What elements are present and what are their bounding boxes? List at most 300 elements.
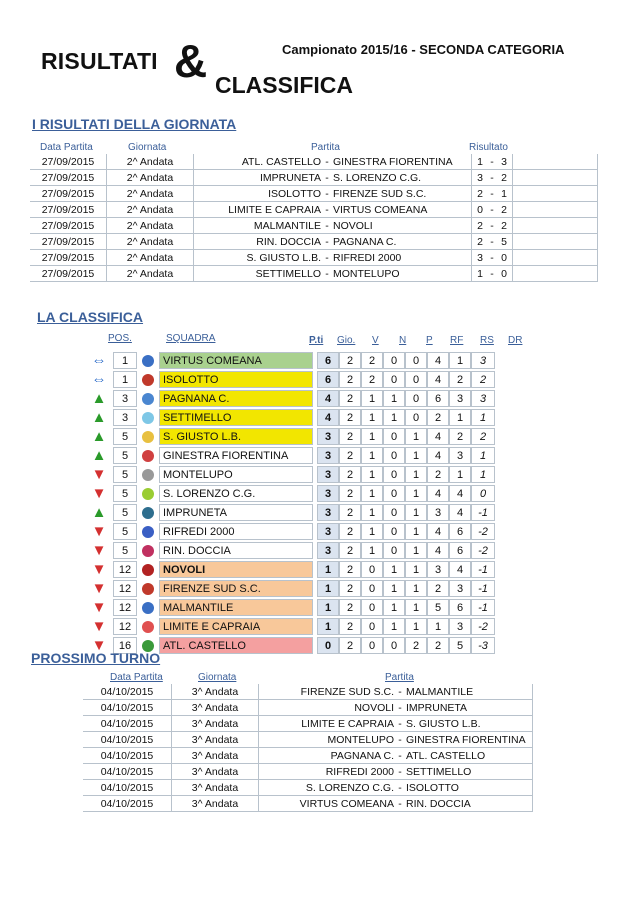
away-goals: 5 [496, 234, 513, 250]
result-row [30, 234, 598, 250]
match-round: 2^ Andata [107, 218, 194, 234]
empty-cell [513, 170, 598, 186]
team-position: 12 [113, 561, 137, 578]
arrow-down-icon: ▼ [91, 637, 107, 654]
away-team: RIFREDI 2000 [331, 250, 472, 266]
team-logo-icon [137, 485, 159, 502]
games-played: 2 [339, 561, 361, 578]
games-lost: 0 [405, 371, 427, 388]
games-drawn: 0 [383, 504, 405, 521]
next-section-title: PROSSIMO TURNO [31, 650, 161, 666]
standings-row [85, 542, 495, 559]
empty-cell [513, 218, 598, 234]
away-team: S. GIUSTO L.B. [404, 716, 533, 732]
team-points: 4 [317, 390, 339, 407]
match-separator: - [396, 700, 404, 716]
games-won: 0 [361, 618, 383, 635]
score-separator: - [488, 186, 496, 202]
team-position: 5 [113, 504, 137, 521]
title-classifica: CLASSIFICA [215, 72, 353, 98]
away-team: RIN. DOCCIA [404, 796, 533, 812]
goals-against: 1 [449, 466, 471, 483]
goals-for: 4 [427, 371, 449, 388]
games-played: 2 [339, 447, 361, 464]
match-round: 2^ Andata [107, 250, 194, 266]
arrow-up-icon: ▲ [91, 428, 107, 445]
match-separator: - [323, 234, 331, 250]
team-points: 3 [317, 542, 339, 559]
match-separator: - [323, 154, 331, 170]
standings-row [85, 580, 495, 597]
standings-row [85, 447, 495, 464]
goal-difference: 1 [471, 409, 495, 426]
arrow-down-icon: ▼ [91, 580, 107, 597]
goal-difference: -1 [471, 599, 495, 616]
header-date: Data Partita [110, 672, 163, 683]
games-won: 1 [361, 390, 383, 407]
match-round: 2^ Andata [107, 154, 194, 170]
empty-cell [513, 234, 598, 250]
trend-down-icon [85, 618, 113, 635]
goal-difference: 0 [471, 485, 495, 502]
standings-row [85, 466, 495, 483]
empty-cell [513, 266, 598, 282]
home-team: S. GIUSTO L.B. [194, 250, 324, 266]
games-played: 2 [339, 504, 361, 521]
team-points: 6 [317, 371, 339, 388]
goals-against: 4 [449, 504, 471, 521]
games-played: 2 [339, 409, 361, 426]
games-drawn: 0 [383, 485, 405, 502]
match-round: 3^ Andata [172, 748, 259, 764]
games-won: 1 [361, 428, 383, 445]
match-date: 27/09/2015 [30, 170, 107, 186]
team-logo-icon [137, 580, 159, 597]
result-row [30, 154, 598, 170]
trend-up-icon [85, 504, 113, 521]
team-crest-icon [142, 545, 154, 557]
result-row [30, 250, 598, 266]
goal-difference: -1 [471, 561, 495, 578]
team-name: S. GIUSTO L.B. [159, 428, 313, 445]
team-position: 1 [113, 371, 137, 388]
team-logo-icon [137, 523, 159, 540]
games-drawn: 0 [383, 352, 405, 369]
goals-for: 4 [427, 447, 449, 464]
team-name: NOVOLI [159, 561, 313, 578]
team-logo-icon [137, 390, 159, 407]
goals-against: 6 [449, 599, 471, 616]
team-crest-icon [142, 526, 154, 538]
away-goals: 3 [496, 154, 513, 170]
trend-same-icon [85, 352, 113, 369]
header-round: Giornata [198, 672, 237, 683]
result-row [30, 266, 598, 282]
home-goals: 1 [472, 266, 489, 282]
goal-difference: 3 [471, 390, 495, 407]
team-name: MALMANTILE [159, 599, 313, 616]
team-logo-icon [137, 599, 159, 616]
team-logo-icon [137, 561, 159, 578]
team-name: RIFREDI 2000 [159, 523, 313, 540]
team-crest-icon [142, 374, 154, 386]
team-crest-icon [142, 507, 154, 519]
games-won: 2 [361, 371, 383, 388]
team-points: 1 [317, 618, 339, 635]
team-crest-icon [142, 488, 154, 500]
match-date: 04/10/2015 [83, 764, 172, 780]
goals-against: 5 [449, 637, 471, 654]
home-goals: 3 [472, 250, 489, 266]
team-logo-icon [137, 352, 159, 369]
standings-table [85, 350, 495, 656]
standings-row [85, 428, 495, 445]
games-played: 2 [339, 637, 361, 654]
team-points: 4 [317, 409, 339, 426]
games-played: 2 [339, 542, 361, 559]
games-drawn: 0 [383, 466, 405, 483]
match-round: 3^ Andata [172, 780, 259, 796]
match-round: 2^ Andata [107, 266, 194, 282]
team-name: GINESTRA FIORENTINA [159, 447, 313, 464]
away-team: MONTELUPO [331, 266, 472, 282]
title-ampersand: & [174, 35, 208, 87]
games-won: 0 [361, 637, 383, 654]
games-lost: 1 [405, 561, 427, 578]
championship-label: Campionato 2015/16 - SECONDA CATEGORIA [282, 42, 565, 57]
team-name: ATL. CASTELLO [159, 637, 313, 654]
games-drawn: 0 [383, 523, 405, 540]
arrow-up-icon: ▲ [91, 409, 107, 426]
empty-cell [513, 202, 598, 218]
goals-for: 2 [427, 580, 449, 597]
goal-difference: 1 [471, 447, 495, 464]
header-result: Risultato [469, 142, 508, 153]
team-position: 3 [113, 390, 137, 407]
team-logo-icon [137, 371, 159, 388]
away-goals: 1 [496, 186, 513, 202]
team-name: FIRENZE SUD S.C. [159, 580, 313, 597]
home-goals: 2 [472, 218, 489, 234]
games-won: 1 [361, 542, 383, 559]
arrow-up-icon: ▲ [91, 504, 107, 521]
games-won: 1 [361, 485, 383, 502]
trend-down-icon [85, 599, 113, 616]
trend-up-icon [85, 428, 113, 445]
goals-for: 3 [427, 504, 449, 521]
games-lost: 1 [405, 523, 427, 540]
header-ga: RS [480, 335, 494, 346]
result-row [30, 170, 598, 186]
home-team: VIRTUS COMEANA [259, 796, 397, 812]
games-drawn: 0 [383, 371, 405, 388]
games-played: 2 [339, 580, 361, 597]
trend-up-icon [85, 409, 113, 426]
goals-against: 1 [449, 409, 471, 426]
team-position: 1 [113, 352, 137, 369]
empty-cell [513, 186, 598, 202]
match-separator: - [396, 748, 404, 764]
team-points: 1 [317, 580, 339, 597]
arrow-down-icon: ▼ [91, 599, 107, 616]
trend-down-icon [85, 580, 113, 597]
team-logo-icon [137, 447, 159, 464]
away-goals: 2 [496, 170, 513, 186]
games-won: 1 [361, 466, 383, 483]
goal-difference: 2 [471, 428, 495, 445]
team-crest-icon [142, 621, 154, 633]
standings-section-title: LA CLASSIFICA [37, 309, 144, 325]
match-date: 04/10/2015 [83, 748, 172, 764]
match-round: 3^ Andata [172, 684, 259, 700]
games-played: 2 [339, 599, 361, 616]
goals-for: 6 [427, 390, 449, 407]
match-separator: - [323, 250, 331, 266]
goal-difference: -2 [471, 542, 495, 559]
fixture-row [83, 684, 533, 700]
games-drawn: 1 [383, 390, 405, 407]
arrow-down-icon: ▼ [91, 523, 107, 540]
games-played: 2 [339, 523, 361, 540]
away-team: MALMANTILE [404, 684, 533, 700]
goals-for: 3 [427, 561, 449, 578]
team-position: 12 [113, 618, 137, 635]
games-drawn: 0 [383, 542, 405, 559]
header-pos: POS. [108, 333, 132, 344]
home-team: IMPRUNETA [194, 170, 324, 186]
games-lost: 0 [405, 390, 427, 407]
standings-row [85, 409, 495, 426]
games-drawn: 1 [383, 580, 405, 597]
team-name: RIN. DOCCIA [159, 542, 313, 559]
header-match: Partita [311, 142, 340, 153]
goals-for: 2 [427, 409, 449, 426]
team-logo-icon [137, 542, 159, 559]
goals-for: 2 [427, 466, 449, 483]
arrow-left-right-icon: ⇔ [91, 371, 107, 388]
games-won: 1 [361, 409, 383, 426]
team-crest-icon [142, 469, 154, 481]
games-won: 0 [361, 561, 383, 578]
games-drawn: 0 [383, 447, 405, 464]
team-position: 5 [113, 447, 137, 464]
games-lost: 1 [405, 542, 427, 559]
trend-same-icon [85, 371, 113, 388]
fixture-row [83, 732, 533, 748]
games-played: 2 [339, 485, 361, 502]
goals-against: 2 [449, 428, 471, 445]
match-date: 27/09/2015 [30, 266, 107, 282]
games-won: 0 [361, 599, 383, 616]
match-round: 2^ Andata [107, 234, 194, 250]
home-team: RIFREDI 2000 [259, 764, 397, 780]
team-crest-icon [142, 412, 154, 424]
goal-difference: -3 [471, 637, 495, 654]
header-team: SQUADRA [166, 333, 216, 344]
away-team: GINESTRA FIORENTINA [331, 154, 472, 170]
games-won: 0 [361, 580, 383, 597]
fixture-row [83, 700, 533, 716]
team-position: 5 [113, 466, 137, 483]
arrow-up-icon: ▲ [91, 390, 107, 407]
match-date: 04/10/2015 [83, 780, 172, 796]
team-points: 3 [317, 428, 339, 445]
match-separator: - [323, 202, 331, 218]
match-date: 27/09/2015 [30, 218, 107, 234]
home-team: ATL. CASTELLO [194, 154, 324, 170]
home-goals: 1 [472, 154, 489, 170]
score-separator: - [488, 234, 496, 250]
empty-cell [513, 250, 598, 266]
goals-for: 1 [427, 618, 449, 635]
header-lost: P [426, 335, 433, 346]
match-date: 27/09/2015 [30, 250, 107, 266]
team-crest-icon [142, 431, 154, 443]
games-won: 1 [361, 447, 383, 464]
games-played: 2 [339, 390, 361, 407]
home-team: S. LORENZO C.G. [259, 780, 397, 796]
home-team: RIN. DOCCIA [194, 234, 324, 250]
goal-difference: 2 [471, 371, 495, 388]
arrow-down-icon: ▼ [91, 542, 107, 559]
match-date: 04/10/2015 [83, 796, 172, 812]
games-drawn: 0 [383, 428, 405, 445]
header-date: Data Partita [40, 142, 93, 153]
match-separator: - [323, 266, 331, 282]
team-position: 12 [113, 599, 137, 616]
match-date: 27/09/2015 [30, 186, 107, 202]
games-won: 1 [361, 523, 383, 540]
home-team: LIMITE E CAPRAIA [259, 716, 397, 732]
team-name: SETTIMELLO [159, 409, 313, 426]
team-logo-icon [137, 466, 159, 483]
match-separator: - [396, 764, 404, 780]
home-team: ISOLOTTO [194, 186, 324, 202]
goals-against: 1 [449, 352, 471, 369]
arrow-down-icon: ▼ [91, 466, 107, 483]
match-round: 3^ Andata [172, 764, 259, 780]
goals-for: 2 [427, 637, 449, 654]
goals-against: 6 [449, 523, 471, 540]
team-name: VIRTUS COMEANA [159, 352, 313, 369]
match-date: 27/09/2015 [30, 154, 107, 170]
home-team: MONTELUPO [259, 732, 397, 748]
empty-cell [513, 154, 598, 170]
games-lost: 1 [405, 428, 427, 445]
team-crest-icon [142, 564, 154, 576]
games-played: 2 [339, 371, 361, 388]
home-team: NOVOLI [259, 700, 397, 716]
match-separator: - [396, 716, 404, 732]
score-separator: - [488, 154, 496, 170]
goals-for: 4 [427, 523, 449, 540]
team-position: 5 [113, 485, 137, 502]
team-name: S. LORENZO C.G. [159, 485, 313, 502]
match-date: 27/09/2015 [30, 202, 107, 218]
away-team: S. LORENZO C.G. [331, 170, 472, 186]
games-lost: 0 [405, 352, 427, 369]
fixture-row [83, 716, 533, 732]
header-played: Gio. [337, 335, 356, 346]
fixture-row [83, 764, 533, 780]
away-team: FIRENZE SUD S.C. [331, 186, 472, 202]
match-separator: - [396, 732, 404, 748]
games-lost: 1 [405, 599, 427, 616]
away-team: VIRTUS COMEANA [331, 202, 472, 218]
team-points: 3 [317, 485, 339, 502]
home-goals: 0 [472, 202, 489, 218]
trend-down-icon [85, 561, 113, 578]
away-team: ATL. CASTELLO [404, 748, 533, 764]
goal-difference: -2 [471, 618, 495, 635]
games-lost: 2 [405, 637, 427, 654]
match-round: 3^ Andata [172, 732, 259, 748]
goals-against: 4 [449, 485, 471, 502]
team-crest-icon [142, 602, 154, 614]
result-row [30, 218, 598, 234]
match-round: 3^ Andata [172, 700, 259, 716]
games-lost: 1 [405, 618, 427, 635]
title-risultati: RISULTATI [41, 48, 158, 74]
fixture-row [83, 780, 533, 796]
standings-row [85, 561, 495, 578]
standings-row [85, 618, 495, 635]
games-drawn: 0 [383, 637, 405, 654]
trend-down-icon [85, 523, 113, 540]
goal-difference: 3 [471, 352, 495, 369]
home-goals: 2 [472, 186, 489, 202]
away-goals: 2 [496, 218, 513, 234]
team-position: 5 [113, 428, 137, 445]
games-won: 1 [361, 504, 383, 521]
games-played: 2 [339, 352, 361, 369]
goal-difference: -1 [471, 580, 495, 597]
arrow-up-icon: ▲ [91, 447, 107, 464]
team-position: 12 [113, 580, 137, 597]
goals-against: 6 [449, 542, 471, 559]
games-played: 2 [339, 466, 361, 483]
team-logo-icon [137, 504, 159, 521]
result-row [30, 202, 598, 218]
arrow-down-icon: ▼ [91, 485, 107, 502]
arrow-down-icon: ▼ [91, 618, 107, 635]
standings-row [85, 485, 495, 502]
team-points: 6 [317, 352, 339, 369]
team-crest-icon [142, 450, 154, 462]
score-separator: - [488, 202, 496, 218]
team-name: ISOLOTTO [159, 371, 313, 388]
score-separator: - [488, 266, 496, 282]
results-table [30, 154, 598, 282]
match-round: 2^ Andata [107, 186, 194, 202]
trend-up-icon [85, 390, 113, 407]
away-team: GINESTRA FIORENTINA [404, 732, 533, 748]
goals-for: 5 [427, 599, 449, 616]
standings-row [85, 390, 495, 407]
match-separator: - [323, 186, 331, 202]
away-goals: 2 [496, 202, 513, 218]
away-team: IMPRUNETA [404, 700, 533, 716]
goals-against: 4 [449, 561, 471, 578]
standings-row [85, 523, 495, 540]
match-separator: - [323, 170, 331, 186]
match-date: 04/10/2015 [83, 700, 172, 716]
away-team: SETTIMELLO [404, 764, 533, 780]
team-name: IMPRUNETA [159, 504, 313, 521]
match-round: 2^ Andata [107, 170, 194, 186]
standings-row [85, 504, 495, 521]
match-round: 3^ Andata [172, 716, 259, 732]
